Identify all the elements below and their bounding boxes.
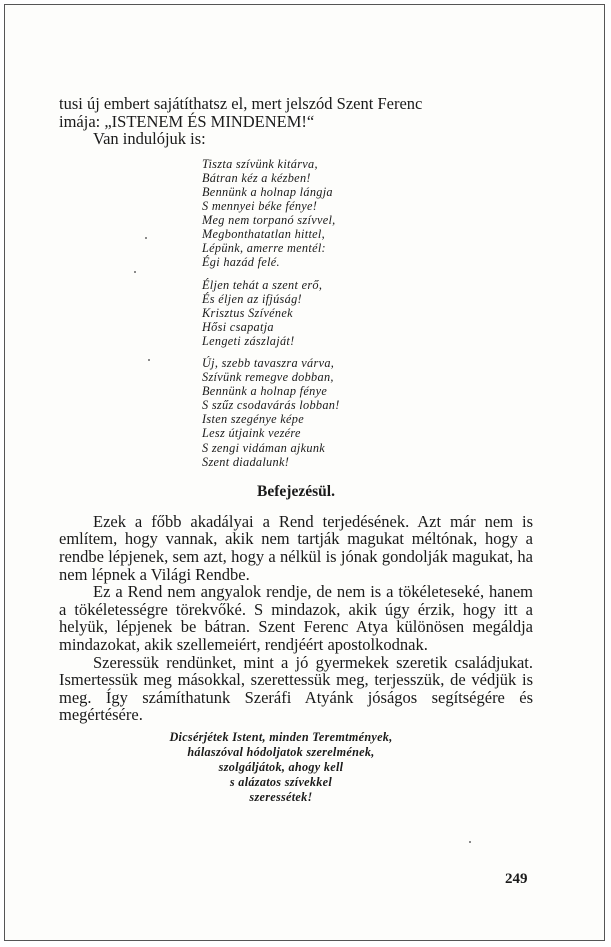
poem-line: Bennünk a holnap lángja: [202, 184, 333, 199]
poem-line: Szívünk remegve dobban,: [202, 370, 334, 385]
closing-line: Dicsérjétek Istent, minden Teremtmények,: [169, 729, 393, 744]
intro-line: tusi új embert sajátíthatsz el, mert jelszód Szent Ferenc: [59, 94, 423, 113]
poem-line: Bennünk a holnap fénye: [202, 384, 328, 399]
poem-stanza: [202, 356, 533, 469]
closing-line: s alázatos szívekkel: [229, 774, 333, 789]
poem-line: Új, szebb tavaszra várva,: [202, 356, 335, 370]
poem-line: Bátran kéz a kézben!: [202, 170, 311, 185]
poem-stanza: [202, 157, 533, 270]
intro-line: Van indulójuk is:: [93, 129, 206, 149]
intro-line: imája: „ISTENEM ÉS MINDENEM!“: [59, 111, 315, 131]
poem-line: Éljen tehát a szent erő,: [202, 277, 323, 292]
poem-line: S mennyei béke fénye!: [202, 199, 318, 214]
poem-line: Lesz útjaink vezére: [202, 426, 301, 441]
page-content: [59, 95, 533, 805]
body-paragraph: Szeressük rendünket, mint a jó gyermekek szeretik családjukat. Ismertessük meg másokkal, szerettessük meg, terjesszük, de védjük is meg. Így számíthatunk Szeráfi Atyánk jóságos segítségére és megértésére.: [59, 652, 533, 725]
poem-stanza: [202, 278, 533, 348]
closing-line: hálaszóval hódoljatok szerelmének,: [187, 744, 375, 759]
body-paragraph: Ezek a főbb akadályai a Rend terjedésének. Azt már nem is említem, hogy vannak, akik nem tartják magukat méltónak, hogy a rendbe lépjenek, sem azt, hogy a nélkül is jónak gondolják magukat, ha nem lépnek a Világi Rendbe.: [59, 511, 533, 584]
poem-line: Krisztus Szívének: [202, 305, 293, 320]
intro-text: [59, 95, 533, 148]
poem-line: Lengeti zászlaját!: [202, 333, 295, 348]
poem-line: Meg nem torpanó szívvel,: [202, 213, 336, 228]
poem-line: Égi hazád felé.: [202, 255, 280, 270]
speck-mark: [148, 359, 150, 361]
body-text: [59, 513, 533, 724]
speck-mark: [134, 271, 136, 273]
poem-line: És éljen az ifjúság!: [202, 291, 302, 306]
speck-mark: [145, 237, 147, 239]
closing-line: szolgáljátok, ahogy kell: [218, 759, 344, 774]
poem-line: S szűz csodavárás lobban!: [202, 398, 340, 413]
poem-line: Tiszta szívünk kitárva,: [202, 156, 318, 171]
speck-mark: [469, 841, 471, 843]
closing-verse: [59, 730, 533, 805]
poem-line: Hősi csapatja: [202, 319, 274, 334]
poem-line: Megbonthatatlan hittel,: [202, 227, 326, 242]
section-heading: Befejezésül.: [257, 482, 335, 500]
page-number: 249: [505, 871, 528, 887]
book-page: [4, 4, 605, 941]
body-paragraph: Ez a Rend nem angyalok rendje, de nem is a tökéleteseké, hanem a tökéletességre törekvőké. S mindazok, akik úgy érzik, hogy itt a helyük, lépjenek be bátran. Szent Ferenc Atya különösen megáldja mindazokat, akik szellemeiért, rendjéért apostolkodnak.: [59, 582, 533, 654]
poem-line: Lépünk, amerre mentél:: [202, 241, 326, 256]
poem-line: Isten szegénye képe: [202, 412, 304, 427]
poem-line: S zengi vidáman ajkunk: [202, 440, 326, 455]
poem-line: Szent diadalunk!: [202, 454, 290, 469]
closing-line: szeressétek!: [249, 789, 313, 804]
